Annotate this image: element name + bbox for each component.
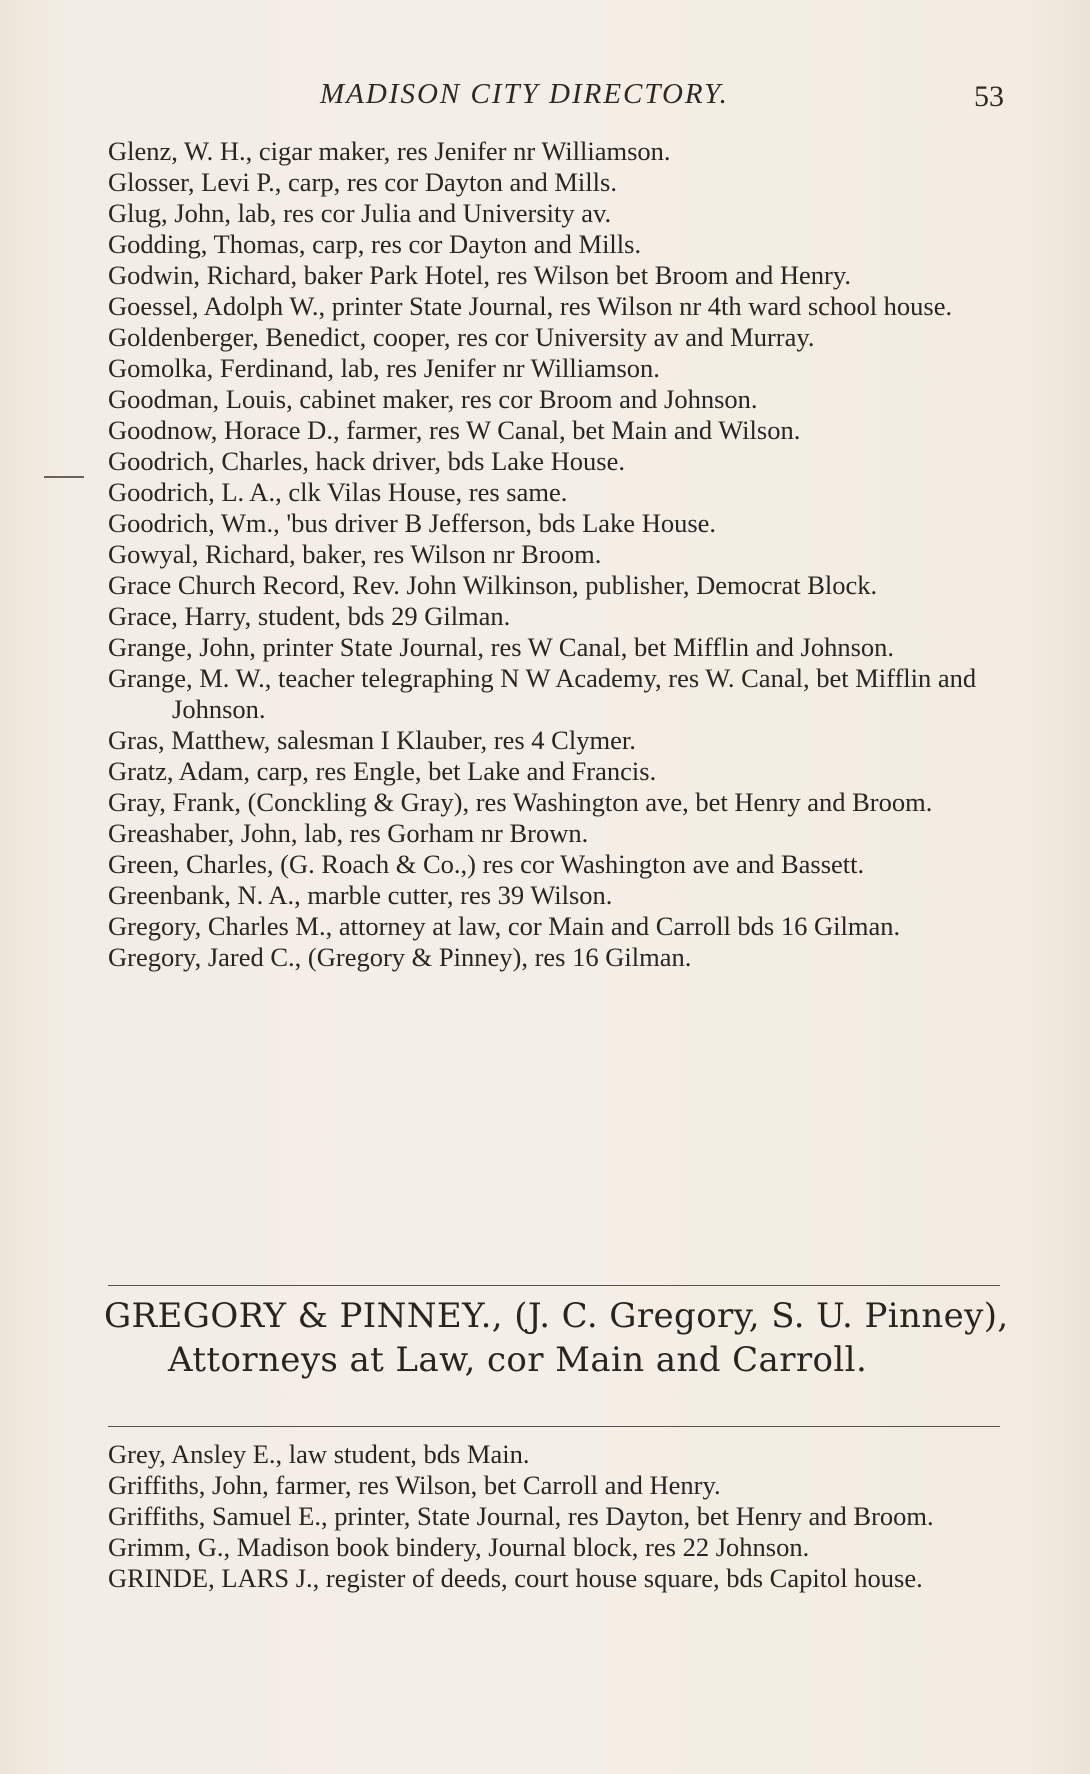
directory-entry: Green, Charles, (G. Roach & Co.,) res cor Washington ave and Bassett. — [108, 849, 865, 879]
directory-entry: Goldenberger, Benedict, cooper, res cor University av and Murray. — [108, 322, 815, 352]
directory-entry: Grace, Harry, student, bds 29 Gilman. — [108, 601, 511, 631]
directory-entry: Greenbank, N. A., marble cutter, res 39 Wilson. — [108, 880, 613, 910]
directory-entry: Grey, Ansley E., law student, bds Main. — [108, 1439, 530, 1469]
advertisement: GREGORY & PINNEY., (J. C. Gregory, S. U. Pinney), Attorneys at Law, cor Main and Carroll. — [104, 1296, 1009, 1380]
directory-entry: Godwin, Richard, baker Park Hotel, res Wilson bet Broom and Henry. — [108, 260, 851, 290]
running-title: MADISON CITY DIRECTORY. — [320, 78, 729, 110]
ad-rule-bottom — [108, 1426, 1000, 1427]
directory-entry: Griffiths, John, farmer, res Wilson, bet Carroll and Henry. — [108, 1470, 721, 1500]
directory-entries-bottom — [108, 1439, 1004, 1594]
directory-entry: Glosser, Levi P., carp, res cor Dayton and Mills. — [108, 167, 617, 197]
directory-entry: Gomolka, Ferdinand, lab, res Jenifer nr Williamson. — [108, 353, 660, 383]
directory-entry: Griffiths, Samuel E., printer, State Journal, res Dayton, bet Henry and Broom. — [108, 1501, 934, 1531]
margin-mark — [44, 476, 84, 478]
page-header — [320, 78, 1010, 122]
directory-entry: Greashaber, John, lab, res Gorham nr Brown. — [108, 818, 589, 848]
directory-entry: Grange, John, printer State Journal, res W Canal, bet Mifflin and Johnson. — [108, 632, 895, 662]
directory-entry: Goessel, Adolph W., printer State Journal, res Wilson nr 4th ward school house. — [108, 291, 953, 321]
directory-entry: Glug, John, lab, res cor Julia and University av. — [108, 198, 612, 228]
directory-entry: Gowyal, Richard, baker, res Wilson nr Broom. — [108, 539, 602, 569]
directory-entry: Gregory, Charles M., attorney at law, cor Main and Carroll bds 16 Gilman. — [108, 911, 901, 941]
directory-entry: Gras, Matthew, salesman I Klauber, res 4 Clymer. — [108, 725, 636, 755]
directory-entry: Goodrich, L. A., clk Vilas House, res same. — [108, 477, 568, 507]
directory-entry: Goodrich, Wm., 'bus driver B Jefferson, bds Lake House. — [108, 508, 717, 538]
directory-entry: Grange, M. W., teacher telegraphing N W Academy, res W. Canal, bet Mifflin and Johnson. — [108, 663, 977, 724]
page-number: 53 — [974, 80, 1004, 113]
directory-entry: Gray, Frank, (Conckling & Gray), res Washington ave, bet Henry and Broom. — [108, 787, 933, 817]
directory-entry: Goodnow, Horace D., farmer, res W Canal, bet Main and Wilson. — [108, 415, 801, 445]
directory-entry: Gregory, Jared C., (Gregory & Pinney), res 16 Gilman. — [108, 942, 692, 972]
directory-entry: Grimm, G., Madison book bindery, Journal block, res 22 Johnson. — [108, 1532, 810, 1562]
directory-entry: Goodman, Louis, cabinet maker, res cor Broom and Johnson. — [108, 384, 758, 414]
directory-entry: Grace Church Record, Rev. John Wilkinson, publisher, Democrat Block. — [108, 570, 878, 600]
directory-entry: Goodrich, Charles, hack driver, bds Lake House. — [108, 446, 626, 476]
directory-entry: Gratz, Adam, carp, res Engle, bet Lake and Francis. — [108, 756, 657, 786]
directory-entries-top — [108, 136, 1004, 973]
directory-entry: Glenz, W. H., cigar maker, res Jenifer nr Williamson. — [108, 136, 671, 166]
directory-entry: Godding, Thomas, carp, res cor Dayton and Mills. — [108, 229, 642, 259]
ad-rule-top — [108, 1285, 1000, 1286]
directory-entry: GRINDE, LARS J., register of deeds, court house square, bds Capitol house. — [108, 1563, 923, 1593]
